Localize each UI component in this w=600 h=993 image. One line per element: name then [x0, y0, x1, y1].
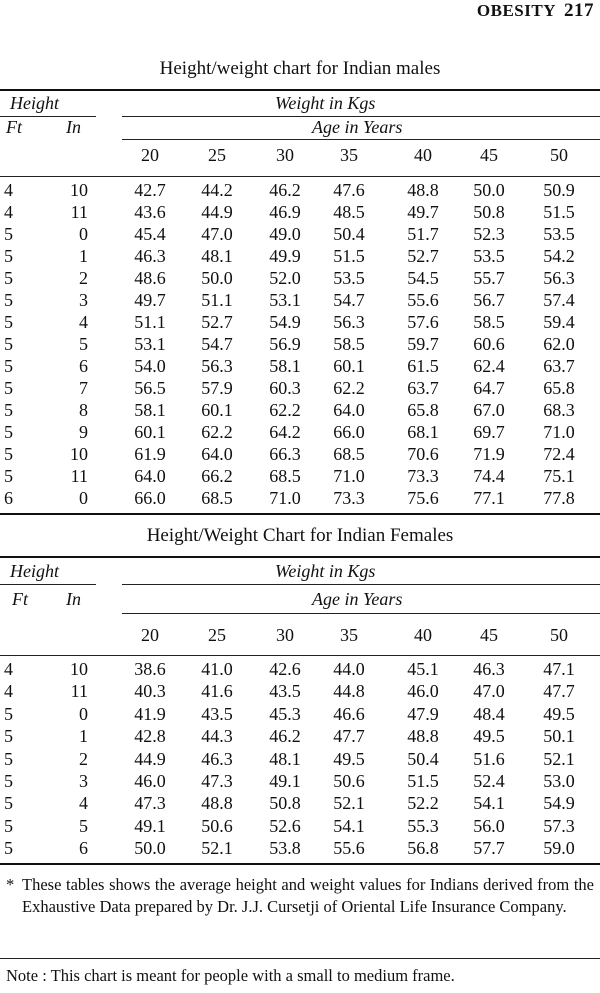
age-heading: 25: [208, 625, 226, 645]
weight-cell: 50.0: [134, 838, 166, 859]
weight-cell: 49.5: [543, 703, 575, 724]
weight-cell: 50.4: [407, 748, 439, 769]
weight-cell: 66.3: [269, 444, 301, 464]
weight-cell: 50.6: [201, 815, 233, 836]
weight-cell: 52.6: [269, 815, 301, 836]
height-feet-cell: 5: [4, 268, 13, 288]
height-inches-cell: 6: [79, 356, 88, 376]
weight-cell: 60.3: [269, 378, 301, 398]
height-inches-cell: 0: [79, 224, 88, 244]
weight-cell: 54.0: [134, 356, 166, 376]
note-rule: [0, 958, 600, 959]
weight-cell: 51.1: [201, 290, 233, 310]
weight-cell: 47.3: [134, 793, 166, 814]
weight-cell: 75.1: [543, 466, 575, 486]
weight-cell: 60.6: [473, 334, 505, 354]
weight-cell: 52.4: [473, 771, 505, 791]
males-bottom-rule: [0, 513, 600, 515]
weight-cell: 45.3: [269, 703, 301, 724]
weight-cell: 62.2: [333, 378, 365, 398]
weight-cell: 59.7: [407, 334, 439, 354]
weight-cell: 71.0: [333, 466, 365, 486]
age-heading: 20: [141, 625, 159, 645]
weight-cell: 53.5: [473, 246, 505, 266]
height-feet-cell: 5: [4, 356, 13, 376]
weight-cell: 57.9: [201, 378, 233, 398]
weight-cell: 48.8: [407, 726, 439, 747]
weight-cell: 73.3: [407, 466, 439, 486]
weight-cell: 68.1: [407, 422, 439, 442]
weight-cell: 54.7: [333, 290, 365, 310]
weight-cell: 46.2: [269, 180, 301, 200]
table-row: [0, 726, 600, 748]
weight-cell: 47.9: [407, 703, 439, 724]
height-inches-cell: 8: [79, 400, 88, 420]
weight-cell: 58.5: [473, 312, 505, 332]
weight-cell: 54.5: [407, 268, 439, 288]
weight-cell: 42.7: [134, 180, 166, 200]
height-feet-cell: 5: [4, 378, 13, 398]
table-row: [0, 378, 600, 400]
weight-cell: 40.3: [134, 681, 166, 702]
weight-cell: 65.8: [407, 400, 439, 420]
weight-cell: 46.0: [407, 681, 439, 702]
weight-cell: 38.6: [134, 659, 166, 679]
weight-cell: 52.1: [201, 838, 233, 859]
table-row: [0, 704, 600, 726]
weight-cell: 66.0: [134, 488, 166, 508]
weight-cell: 64.0: [333, 400, 365, 420]
weight-cell: 46.9: [269, 202, 301, 222]
height-inches-cell: 3: [79, 771, 88, 791]
height-feet-cell: 5: [4, 793, 13, 814]
height-feet-cell: 5: [4, 400, 13, 420]
females-height-label: Height: [10, 561, 59, 581]
height-feet-cell: 5: [4, 466, 13, 486]
table-row: [0, 290, 600, 312]
table-row: [0, 749, 600, 771]
table-row: [0, 466, 600, 488]
height-inches-cell: 4: [79, 312, 88, 332]
height-feet-cell: 5: [4, 815, 13, 836]
table-row: [0, 793, 600, 815]
weight-cell: 52.3: [473, 224, 505, 244]
weight-cell: 62.2: [201, 422, 233, 442]
weight-cell: 60.1: [333, 356, 365, 376]
weight-cell: 51.7: [407, 224, 439, 244]
footnote: [6, 874, 594, 918]
females-ft-label: Ft: [12, 589, 28, 609]
weight-cell: 53.1: [134, 334, 166, 354]
weight-cell: 68.5: [333, 444, 365, 464]
weight-cell: 47.3: [201, 771, 233, 791]
weight-cell: 75.6: [407, 488, 439, 508]
weight-cell: 54.9: [269, 312, 301, 332]
weight-cell: 59.4: [543, 312, 575, 332]
weight-cell: 55.6: [333, 838, 365, 859]
weight-cell: 46.3: [201, 748, 233, 769]
table-row: [0, 488, 600, 510]
height-feet-cell: 5: [4, 334, 13, 354]
weight-cell: 52.7: [201, 312, 233, 332]
weight-cell: 54.7: [201, 334, 233, 354]
weight-cell: 46.3: [473, 659, 505, 679]
weight-cell: 42.8: [134, 726, 166, 747]
weight-cell: 54.9: [543, 793, 575, 814]
weight-cell: 74.4: [473, 466, 505, 486]
height-inches-cell: 0: [79, 703, 88, 724]
weight-cell: 56.0: [473, 815, 505, 836]
height-inches-cell: 9: [79, 422, 88, 442]
weight-cell: 65.8: [543, 378, 575, 398]
age-heading: 40: [414, 145, 432, 165]
weight-cell: 55.3: [407, 815, 439, 836]
weight-cell: 44.9: [134, 748, 166, 769]
weight-cell: 56.3: [333, 312, 365, 332]
age-heading: 25: [208, 145, 226, 165]
weight-cell: 64.0: [134, 466, 166, 486]
note: Note : This chart is meant for people with a small to medium frame.: [6, 966, 455, 985]
females-age-label: Age in Years: [312, 589, 403, 609]
section-title: OBESITY: [476, 1, 556, 20]
footnote-text: These tables shows the average height and weight values for Indians derived from the Exhaustive Data prepared by Dr. J.J. Cursetji of Oriental Life Insurance Company.: [22, 875, 594, 916]
weight-cell: 55.7: [473, 268, 505, 288]
weight-cell: 49.7: [134, 290, 166, 310]
height-feet-cell: 4: [4, 202, 13, 222]
males-header-bottom-rule: [0, 176, 600, 177]
females-header-bottom-rule: [0, 655, 600, 656]
weight-cell: 52.2: [407, 793, 439, 814]
females-top-rule: [0, 556, 600, 558]
weight-cell: 53.1: [269, 290, 301, 310]
weight-cell: 47.0: [473, 681, 505, 702]
weight-cell: 43.5: [201, 703, 233, 724]
height-inches-cell: 1: [79, 246, 88, 266]
weight-cell: 72.4: [543, 444, 575, 464]
weight-cell: 43.6: [134, 202, 166, 222]
weight-cell: 46.6: [333, 703, 365, 724]
weight-cell: 56.5: [134, 378, 166, 398]
weight-cell: 51.5: [333, 246, 365, 266]
weight-cell: 48.1: [201, 246, 233, 266]
weight-cell: 77.8: [543, 488, 575, 508]
females-table-title: Height/Weight Chart for Indian Females: [146, 525, 454, 546]
weight-cell: 56.9: [269, 334, 301, 354]
weight-cell: 51.6: [473, 748, 505, 769]
weight-cell: 63.7: [407, 378, 439, 398]
table-row: [0, 422, 600, 444]
weight-cell: 45.1: [407, 659, 439, 679]
weight-cell: 68.5: [201, 488, 233, 508]
weight-cell: 50.0: [473, 180, 505, 200]
weight-cell: 63.7: [543, 356, 575, 376]
weight-cell: 64.2: [269, 422, 301, 442]
table-row: [0, 246, 600, 268]
weight-cell: 48.5: [333, 202, 365, 222]
weight-cell: 46.2: [269, 726, 301, 747]
height-inches-cell: 5: [79, 334, 88, 354]
height-feet-cell: 5: [4, 444, 13, 464]
weight-cell: 51.1: [134, 312, 166, 332]
age-heading: 50: [550, 625, 568, 645]
footnote-marker: *: [6, 875, 15, 894]
height-feet-cell: 5: [4, 771, 13, 791]
table-row: [0, 681, 600, 703]
weight-cell: 47.7: [543, 681, 575, 702]
weight-cell: 50.8: [473, 202, 505, 222]
height-inches-cell: 6: [79, 838, 88, 859]
page-number: 217: [564, 0, 594, 21]
height-feet-cell: 5: [4, 246, 13, 266]
weight-cell: 71.0: [269, 488, 301, 508]
weight-cell: 49.9: [269, 246, 301, 266]
age-heading: 45: [480, 145, 498, 165]
weight-cell: 44.9: [201, 202, 233, 222]
weight-cell: 52.7: [407, 246, 439, 266]
weight-cell: 57.7: [473, 838, 505, 859]
table-row: [0, 659, 600, 681]
height-inches-cell: 11: [70, 681, 88, 702]
weight-cell: 56.7: [473, 290, 505, 310]
weight-cell: 61.5: [407, 356, 439, 376]
weight-cell: 47.6: [333, 180, 365, 200]
weight-cell: 47.7: [333, 726, 365, 747]
weight-cell: 54.2: [543, 246, 575, 266]
weight-cell: 49.7: [407, 202, 439, 222]
weight-cell: 47.0: [201, 224, 233, 244]
weight-cell: 46.0: [134, 771, 166, 791]
weight-cell: 49.5: [473, 726, 505, 747]
weight-cell: 57.4: [543, 290, 575, 310]
weight-cell: 53.0: [543, 771, 575, 791]
height-inches-cell: 2: [79, 268, 88, 288]
table-row: [0, 356, 600, 378]
table-row: [0, 268, 600, 290]
height-feet-cell: 4: [4, 659, 13, 679]
males-in-label: In: [66, 117, 81, 137]
weight-cell: 56.3: [543, 268, 575, 288]
weight-cell: 44.0: [333, 659, 365, 679]
weight-cell: 58.1: [134, 400, 166, 420]
height-feet-cell: 6: [4, 488, 13, 508]
weight-cell: 62.4: [473, 356, 505, 376]
height-feet-cell: 4: [4, 681, 13, 702]
weight-cell: 60.1: [201, 400, 233, 420]
weight-cell: 44.3: [201, 726, 233, 747]
weight-cell: 66.0: [333, 422, 365, 442]
age-heading: 30: [276, 625, 294, 645]
weight-cell: 54.1: [473, 793, 505, 814]
height-inches-cell: 2: [79, 748, 88, 769]
weight-cell: 67.0: [473, 400, 505, 420]
height-feet-cell: 4: [4, 180, 13, 200]
weight-cell: 58.5: [333, 334, 365, 354]
weight-cell: 46.3: [134, 246, 166, 266]
weight-cell: 48.1: [269, 748, 301, 769]
weight-cell: 48.8: [407, 180, 439, 200]
height-inches-cell: 11: [70, 202, 88, 222]
weight-cell: 54.1: [333, 815, 365, 836]
weight-cell: 52.1: [333, 793, 365, 814]
weight-cell: 44.8: [333, 681, 365, 702]
weight-cell: 71.9: [473, 444, 505, 464]
males-ft-label: Ft: [6, 117, 22, 137]
table-row: [0, 224, 600, 246]
height-inches-cell: 4: [79, 793, 88, 814]
weight-cell: 62.0: [543, 334, 575, 354]
weight-cell: 55.6: [407, 290, 439, 310]
weight-cell: 53.5: [333, 268, 365, 288]
weight-cell: 42.6: [269, 659, 301, 679]
females-age-header-row: [0, 625, 600, 647]
females-bottom-rule: [0, 863, 600, 865]
weight-cell: 45.4: [134, 224, 166, 244]
weight-cell: 44.2: [201, 180, 233, 200]
weight-cell: 69.7: [473, 422, 505, 442]
weight-cell: 51.5: [407, 771, 439, 791]
height-feet-cell: 5: [4, 726, 13, 747]
weight-cell: 73.3: [333, 488, 365, 508]
height-inches-cell: 10: [70, 659, 88, 679]
weight-cell: 50.8: [269, 793, 301, 814]
weight-cell: 57.6: [407, 312, 439, 332]
females-weight-label: Weight in Kgs: [275, 561, 376, 581]
weight-cell: 41.6: [201, 681, 233, 702]
height-feet-cell: 5: [4, 422, 13, 442]
weight-cell: 64.7: [473, 378, 505, 398]
weight-cell: 66.2: [201, 466, 233, 486]
weight-cell: 52.0: [269, 268, 301, 288]
weight-cell: 68.3: [543, 400, 575, 420]
weight-cell: 41.0: [201, 659, 233, 679]
height-inches-cell: 5: [79, 815, 88, 836]
weight-cell: 57.3: [543, 815, 575, 836]
weight-cell: 48.6: [134, 268, 166, 288]
table-row: [0, 444, 600, 466]
males-top-rule: [0, 89, 600, 91]
weight-cell: 56.8: [407, 838, 439, 859]
table-row: [0, 838, 600, 860]
weight-cell: 43.5: [269, 681, 301, 702]
weight-cell: 41.9: [134, 703, 166, 724]
males-age-header-row: [0, 145, 600, 167]
height-inches-cell: 10: [70, 180, 88, 200]
weight-cell: 50.1: [543, 726, 575, 747]
age-heading: 30: [276, 145, 294, 165]
weight-cell: 59.0: [543, 838, 575, 859]
weight-cell: 77.1: [473, 488, 505, 508]
weight-cell: 62.2: [269, 400, 301, 420]
weight-cell: 51.5: [543, 202, 575, 222]
males-height-label: Height: [10, 93, 59, 113]
height-feet-cell: 5: [4, 838, 13, 859]
females-height-underline: [0, 584, 96, 585]
age-heading: 50: [550, 145, 568, 165]
weight-cell: 49.5: [333, 748, 365, 769]
weight-cell: 49.1: [269, 771, 301, 791]
table-row: [0, 771, 600, 793]
height-feet-cell: 5: [4, 703, 13, 724]
females-weight-underline: [122, 584, 600, 585]
males-weight-label: Weight in Kgs: [275, 93, 376, 113]
height-feet-cell: 5: [4, 290, 13, 310]
height-inches-cell: 10: [70, 444, 88, 464]
age-heading: 20: [141, 145, 159, 165]
weight-cell: 48.4: [473, 703, 505, 724]
height-inches-cell: 1: [79, 726, 88, 747]
height-feet-cell: 5: [4, 312, 13, 332]
males-age-underline: [122, 139, 600, 140]
weight-cell: 52.1: [543, 748, 575, 769]
age-heading: 40: [414, 625, 432, 645]
weight-cell: 49.0: [269, 224, 301, 244]
weight-cell: 50.9: [543, 180, 575, 200]
weight-cell: 64.0: [201, 444, 233, 464]
weight-cell: 56.3: [201, 356, 233, 376]
weight-cell: 48.8: [201, 793, 233, 814]
page-header: [477, 0, 594, 22]
weight-cell: 61.9: [134, 444, 166, 464]
males-age-label: Age in Years: [312, 117, 403, 137]
weight-cell: 50.4: [333, 224, 365, 244]
height-inches-cell: 3: [79, 290, 88, 310]
table-row: [0, 202, 600, 224]
weight-cell: 47.1: [543, 659, 575, 679]
table-row: [0, 180, 600, 202]
weight-cell: 71.0: [543, 422, 575, 442]
height-inches-cell: 0: [79, 488, 88, 508]
females-in-label: In: [66, 589, 81, 609]
weight-cell: 70.6: [407, 444, 439, 464]
weight-cell: 49.1: [134, 815, 166, 836]
weight-cell: 50.0: [201, 268, 233, 288]
females-age-underline: [122, 613, 600, 614]
weight-cell: 53.8: [269, 838, 301, 859]
height-feet-cell: 5: [4, 748, 13, 769]
males-table-title: Height/weight chart for Indian males: [159, 58, 441, 79]
table-row: [0, 334, 600, 356]
table-row: [0, 400, 600, 422]
weight-cell: 68.5: [269, 466, 301, 486]
weight-cell: 53.5: [543, 224, 575, 244]
table-row: [0, 312, 600, 334]
age-heading: 35: [340, 625, 358, 645]
table-row: [0, 816, 600, 838]
height-inches-cell: 7: [79, 378, 88, 398]
weight-cell: 50.6: [333, 771, 365, 791]
age-heading: 45: [480, 625, 498, 645]
height-feet-cell: 5: [4, 224, 13, 244]
age-heading: 35: [340, 145, 358, 165]
weight-cell: 60.1: [134, 422, 166, 442]
weight-cell: 58.1: [269, 356, 301, 376]
height-inches-cell: 11: [70, 466, 88, 486]
